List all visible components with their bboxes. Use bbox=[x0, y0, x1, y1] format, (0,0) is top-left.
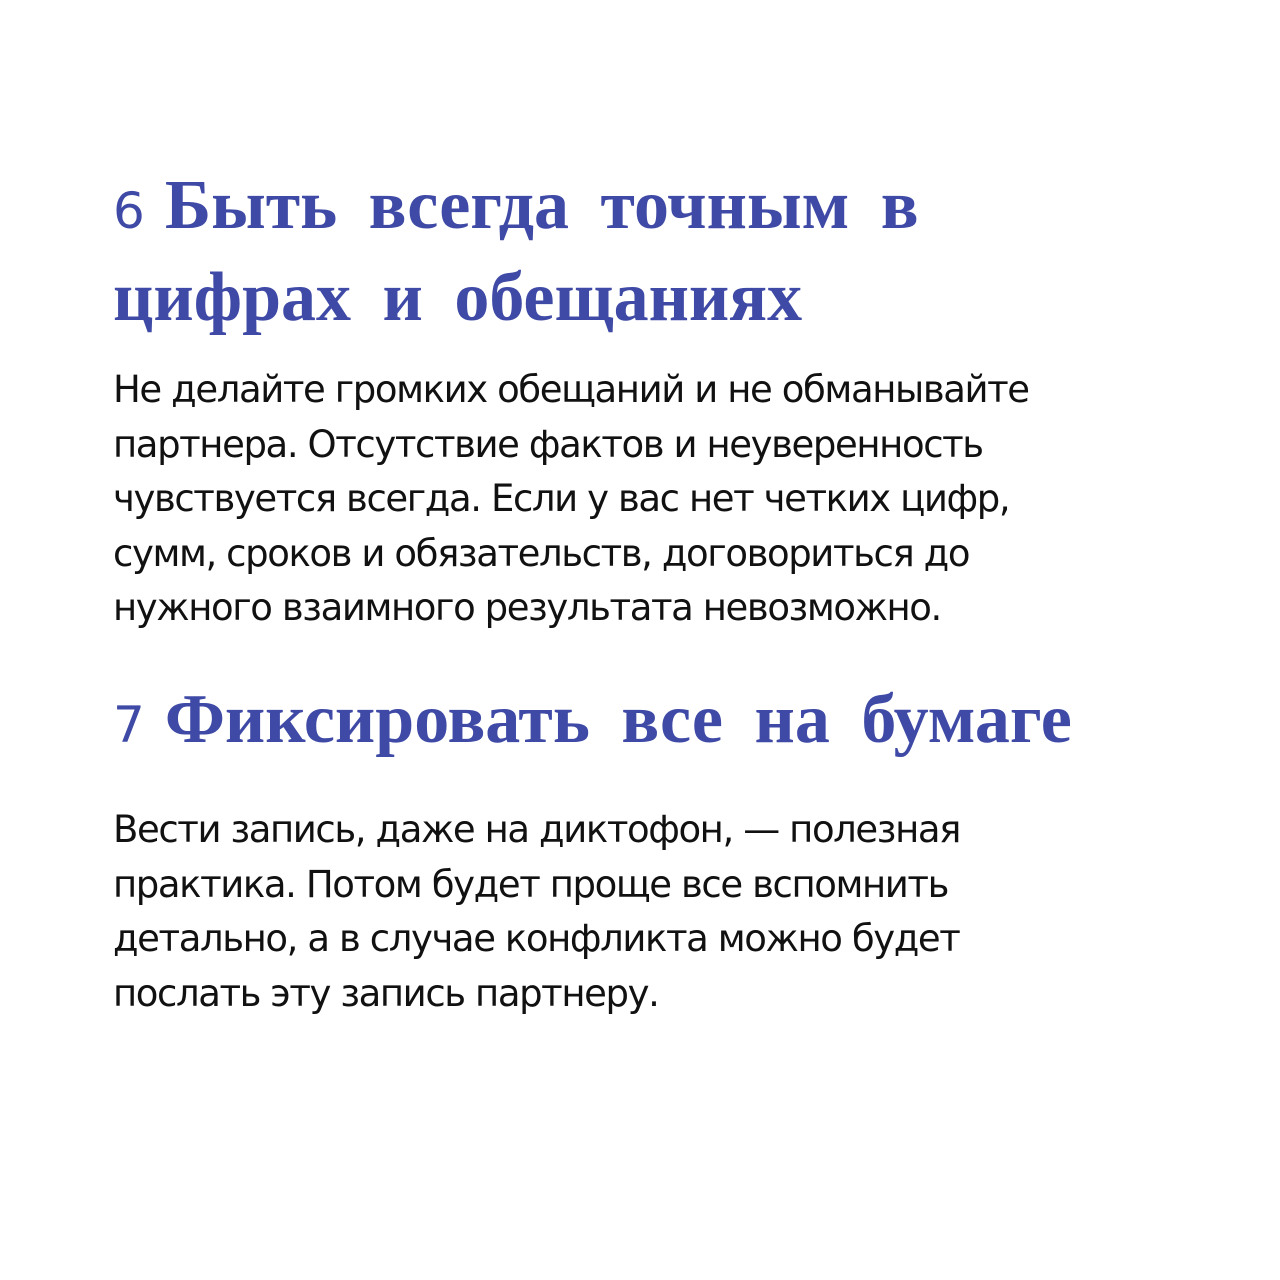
section-6-body-line: партнера. Отсутствие фактов и неуверенность bbox=[113, 422, 983, 466]
section-7-heading-block bbox=[113, 674, 1173, 766]
section-6-body-line: чувствуется всегда. Если у вас нет четких цифр, bbox=[113, 477, 1010, 520]
section-6-heading bbox=[113, 160, 1173, 344]
section-7-body-line: Вести запись, даже на диктофон, — полезная bbox=[113, 808, 960, 851]
section-6-body-line: сумм, сроков и обязательств, договориться до bbox=[113, 531, 970, 575]
section-7-title-line-1: Фиксировать все на бумаге bbox=[164, 681, 1072, 758]
section-6-heading-line-1 bbox=[113, 160, 1173, 252]
section-6-title-line-2: цифрах и обещаниях bbox=[113, 259, 803, 336]
section-6-body bbox=[113, 363, 1029, 636]
section-7-body-line: практика. Потом будет проще все вспомнить bbox=[113, 862, 948, 906]
section-6-heading-line-2 bbox=[113, 252, 1173, 344]
section-7-body-line: послать эту запись партнеру. bbox=[113, 971, 659, 1015]
section-6-number: 6 bbox=[113, 182, 145, 240]
section-7-body-line: детально, а в случае конфликта можно будет bbox=[113, 917, 960, 960]
section-7-heading-line-1 bbox=[113, 674, 1173, 766]
section-7-body bbox=[113, 803, 960, 1021]
section-7-heading bbox=[113, 674, 1173, 766]
section-7-number: 7 bbox=[113, 696, 145, 754]
section-6-body-line: Не делайте громких обещаний и не обманывайте bbox=[113, 368, 1029, 411]
section-6-body-line: нужного взаимного результата невозможно. bbox=[113, 586, 941, 629]
section-6-heading-block bbox=[113, 160, 1173, 344]
section-6-title-line-1: Быть всегда точным в bbox=[164, 167, 919, 244]
